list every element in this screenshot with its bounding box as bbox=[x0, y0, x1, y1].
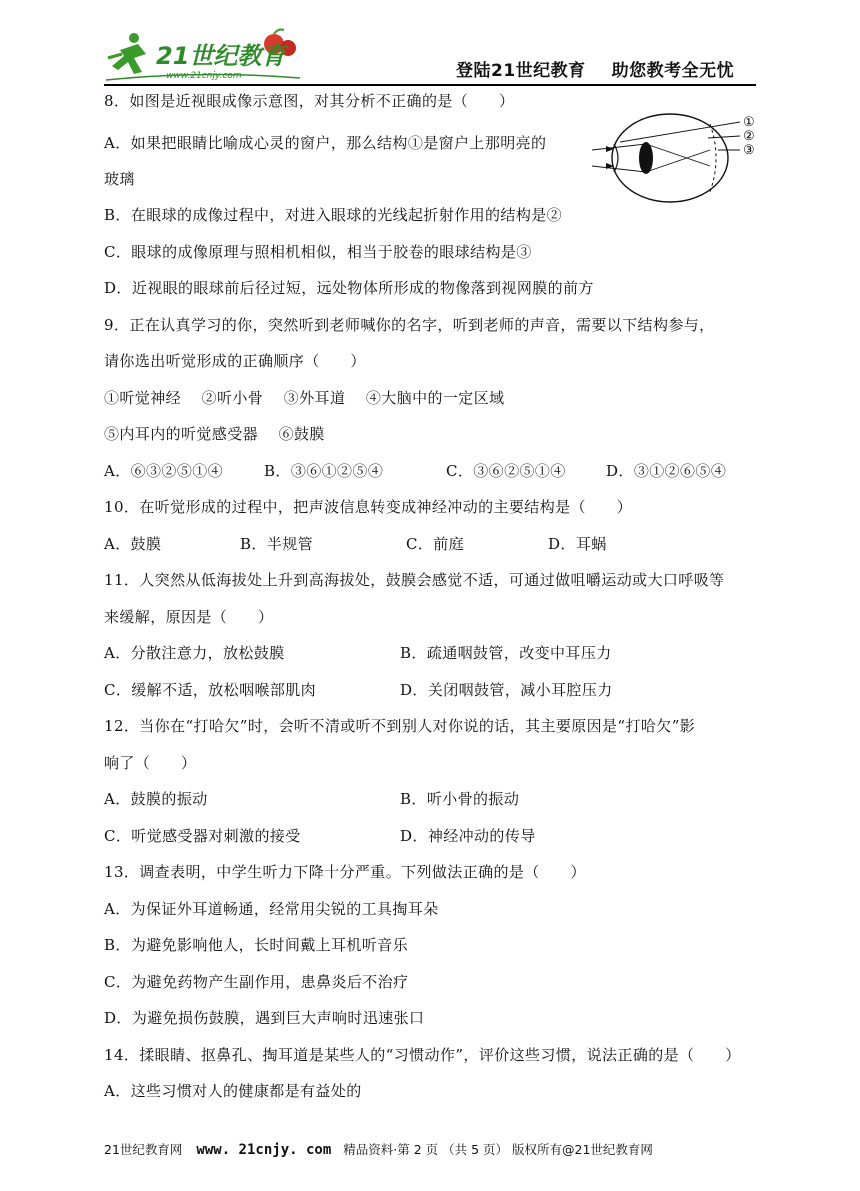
q12-stem-line1: 12．当你在“打哈欠”时，会听不清或听不到别人对你说的话，其主要原因是“打哈欠”影 bbox=[104, 717, 696, 735]
q12-option-d: D．神经冲动的传导 bbox=[400, 827, 536, 845]
label-1: ① bbox=[743, 115, 755, 130]
q8-option-d: D．近视眼的眼球前后径过短，远处物体所形成的物像落到视网膜的前方 bbox=[104, 279, 594, 297]
slogan-right: 助您教考全无忧 bbox=[611, 61, 735, 81]
footer-right: 精品资料·第 2 页 （共 5 页） 版权所有@21世纪教育网 bbox=[343, 1142, 653, 1157]
q13-option-d: D．为避免损伤鼓膜，遇到巨大声响时迅速张口 bbox=[104, 1009, 425, 1027]
q14-option-a: A．这些习惯对人的健康都是有益处的 bbox=[104, 1082, 362, 1100]
q8-option-c: C．眼球的成像原理与照相机相似，相当于胶卷的眼球结构是③ bbox=[104, 243, 532, 261]
header-divider bbox=[104, 84, 756, 86]
q8-option-b: B．在眼球的成像过程中，对进入眼球的光线起折射作用的结构是② bbox=[104, 206, 563, 224]
q9-option-c: C．③⑥②⑤①④ bbox=[446, 462, 566, 480]
myopia-eye-diagram bbox=[590, 108, 760, 208]
q8-option-a-cont: 玻璃 bbox=[104, 170, 135, 188]
q9-option-d: D．③①②⑥⑤④ bbox=[606, 462, 727, 480]
q11-option-b: B．疏通咽鼓管，改变中耳压力 bbox=[400, 644, 612, 662]
q9-option-b: B．③⑥①②⑤④ bbox=[264, 462, 384, 480]
q13-option-c: C．为避免药物产生副作用，患鼻炎后不治疗 bbox=[104, 973, 409, 991]
q11-option-c: C．缓解不适，放松咽喉部肌肉 bbox=[104, 681, 317, 699]
q11-stem-line2: 来缓解，原因是（ ） bbox=[104, 608, 274, 626]
q13-option-a: A．为保证外耳道畅通，经常用尖锐的工具掏耳朵 bbox=[104, 900, 439, 918]
q12-option-c: C．听觉感受器对刺激的接受 bbox=[104, 827, 301, 845]
q8-stem: 8．如图是近视眼成像示意图，对其分析不正确的是（ ） bbox=[104, 92, 515, 110]
q12-option-b: B．听小骨的振动 bbox=[400, 790, 520, 808]
logo-text: 21世纪教育 bbox=[156, 42, 286, 70]
q14-stem: 14．揉眼睛、抠鼻孔、掏耳道是某些人的“习惯动作”，评价这些习惯，说法正确的是（ ） bbox=[104, 1046, 741, 1064]
lens-shape bbox=[639, 142, 653, 174]
header-slogan bbox=[456, 56, 756, 81]
q9-option-a: A．⑥③②⑤①④ bbox=[104, 462, 224, 480]
q13-stem: 13．调查表明，中学生听力下降十分严重。下列做法正确的是（ ） bbox=[104, 863, 586, 881]
q10-option-c: C．前庭 bbox=[406, 535, 465, 553]
page-header bbox=[0, 0, 860, 90]
q9-items-line1: ①听觉神经 ②听小骨 ③外耳道 ④大脑中的一定区域 bbox=[104, 389, 505, 407]
q11-option-d: D．关闭咽鼓管，减小耳腔压力 bbox=[400, 681, 613, 699]
q13-option-b: B．为避免影响他人，长时间戴上耳机听音乐 bbox=[104, 936, 409, 954]
q11-option-a: A．分散注意力，放松鼓膜 bbox=[104, 644, 285, 662]
q11-stem-line1: 11．人突然从低海拔处上升到高海拔处，鼓膜会感觉不适，可通过做咀嚼运动或大口呼吸等 bbox=[104, 571, 725, 589]
q9-stem-line2: 请你选出听觉形成的正确顺序（ ） bbox=[104, 352, 366, 370]
q9-stem-line1: 9．正在认真学习的你，突然听到老师喊你的名字，听到老师的声音，需要以下结构参与， bbox=[104, 316, 715, 334]
q8-option-a: A．如果把眼睛比喻成心灵的窗户，那么结构①是窗户上那明亮的 bbox=[104, 134, 547, 152]
ray-arrowheads bbox=[606, 146, 614, 169]
slogan-left: 登陆21世纪教育 bbox=[456, 61, 586, 81]
label-3: ③ bbox=[743, 143, 755, 158]
footer-site-link[interactable]: www. 21cnjy. com bbox=[196, 1142, 332, 1158]
logo bbox=[104, 28, 304, 84]
q10-stem: 10．在听觉形成的过程中，把声波信息转变成神经冲动的主要结构是（ ） bbox=[104, 498, 633, 516]
q9-items-line2: ⑤内耳内的听觉感受器 ⑥鼓膜 bbox=[104, 425, 325, 443]
runner-icon bbox=[108, 33, 146, 74]
logo-url: www.21cnjy.com bbox=[166, 71, 242, 81]
footer-left: 21世纪教育网 bbox=[104, 1142, 183, 1157]
label-2: ② bbox=[743, 129, 755, 144]
q10-option-a: A．鼓膜 bbox=[104, 535, 162, 553]
q10-option-d: D．耳蜗 bbox=[548, 535, 607, 553]
q12-stem-line2: 响了（ ） bbox=[104, 754, 197, 772]
page-footer bbox=[104, 1140, 764, 1158]
q10-option-b: B．半规管 bbox=[240, 535, 314, 553]
q12-option-a: A．鼓膜的振动 bbox=[104, 790, 208, 808]
